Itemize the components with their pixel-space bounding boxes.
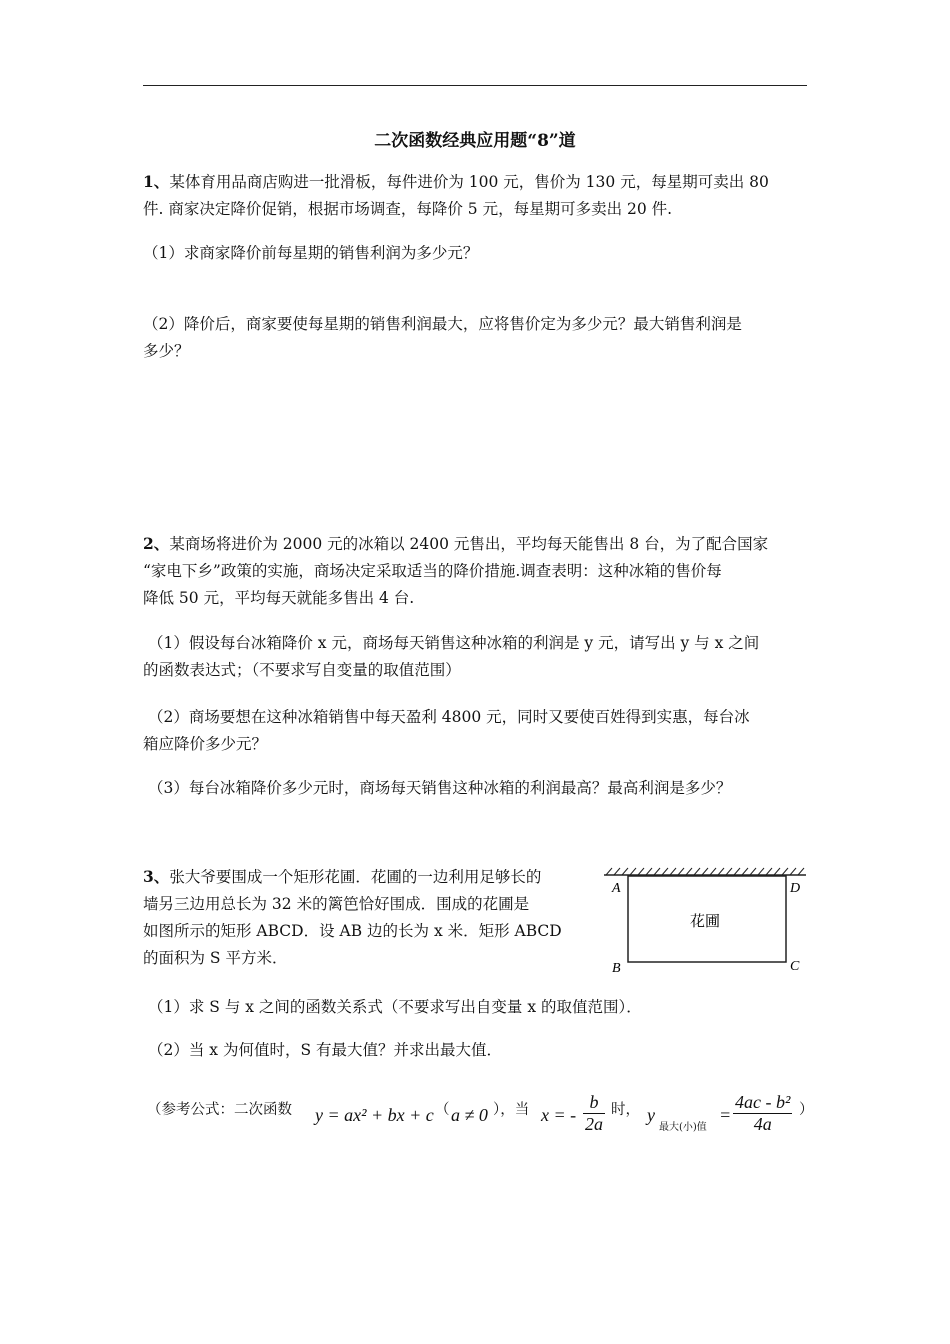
q2-stem-line1: 某商场将进价为 2000 元的冰箱以 2400 元售出，平均每天能售出 8 台，为了配合国家 bbox=[169, 535, 769, 553]
q3-part2: （2）当 x 为何值时，S 有最大值？并求出最大值． bbox=[148, 1041, 503, 1059]
formula-y-subscript: 最大(小)值 bbox=[659, 1122, 707, 1133]
frac2-denominator: 4a bbox=[733, 1113, 792, 1135]
vertex-b-label: B bbox=[612, 961, 621, 976]
q3-part1: （1）求 S 与 x 之间的函数关系式（不要求写出自变量 x 的取值范围）． bbox=[148, 998, 642, 1016]
q2-stem-line3: 降低 50 元，平均每天就能多售出 4 台. bbox=[143, 589, 415, 607]
q1-part2 bbox=[143, 311, 811, 365]
q1-stem-line1: 某体育用品商店购进一批滑板，每件进价为 100 元，售价为 130 元，每星期可卖出 80 bbox=[169, 173, 769, 191]
q3-stem-line4: 的面积为 S 平方米． bbox=[143, 949, 288, 967]
extremum-fraction bbox=[733, 1092, 792, 1135]
q1-stem-line2: 件. 商家决定降价促销，根据市场调查，每降价 5 元，每星期可多卖出 20 件. bbox=[143, 200, 673, 218]
formula-cond-close: ），当 bbox=[493, 1102, 530, 1118]
vertex-c-label: C bbox=[790, 959, 800, 974]
q1-stem bbox=[143, 168, 811, 223]
q2-number: 2 bbox=[143, 534, 154, 553]
formula-equals: = bbox=[719, 1105, 732, 1125]
q2-part1 bbox=[143, 630, 816, 684]
q2-stem-line2: “家电下乡”政策的实施，商场决定采取适当的降价措施.调查表明：这种冰箱的售价每 bbox=[143, 562, 722, 580]
q2-part1-line2: 的函数表达式；（不要求写自变量的取值范围） bbox=[143, 661, 461, 679]
frac2-numerator: 4ac - b² bbox=[735, 1092, 791, 1112]
formula-shi: 时， bbox=[611, 1102, 640, 1118]
page-title: 二次函数经典应用题“8”道 bbox=[374, 131, 576, 151]
q2-part3: （3）每台冰箱降价多少元时，商场每天销售这种冰箱的利润最高？最高利润是多少？ bbox=[148, 779, 732, 797]
q2-part2-line2: 箱应降价多少元？ bbox=[143, 735, 268, 753]
q1-part1: （1）求商家降价前每星期的销售利润为多少元？ bbox=[143, 244, 479, 262]
frac1-numerator: b bbox=[589, 1092, 599, 1112]
formula-cond-open: （ bbox=[435, 1102, 450, 1118]
q2-stem bbox=[143, 530, 811, 612]
vertex-x-fraction bbox=[583, 1092, 605, 1135]
reference-formula bbox=[147, 1090, 827, 1150]
q2-part1-line1: （1）假设每台冰箱降价 x 元，商场每天销售这种冰箱的利润是 y 元，请写出 y 与 x 之间 bbox=[148, 634, 760, 652]
q1-part2-line1: （2）降价后，商家要使每星期的销售利润最大，应将售价定为多少元？最大销售利润是 bbox=[143, 315, 742, 333]
frac1-denominator: 2a bbox=[585, 1114, 603, 1134]
q3-sep: 、 bbox=[153, 867, 170, 886]
formula-y: y bbox=[647, 1105, 655, 1125]
wall-hatching bbox=[604, 868, 806, 875]
garden-figure bbox=[600, 866, 812, 978]
vertex-a-label: A bbox=[612, 881, 621, 896]
q3-number: 3 bbox=[143, 867, 154, 886]
formula-expression: y = ax² + bx + c bbox=[315, 1105, 434, 1125]
q3-stem bbox=[143, 863, 593, 972]
formula-suffix: ） bbox=[799, 1102, 814, 1118]
formula-prefix: （参考公式：二次函数 bbox=[147, 1102, 292, 1118]
header-rule bbox=[143, 85, 807, 86]
vertex-d-label: D bbox=[790, 881, 801, 896]
q2-part2-line1: （2）商场要想在这种冰箱销售中每天盈利 4800 元，同时又要使百姓得到实惠，每台冰 bbox=[148, 708, 750, 726]
q2-part2 bbox=[143, 704, 816, 758]
q1-part2-line2: 多少？ bbox=[143, 342, 190, 360]
formula-condition: a ≠ 0 bbox=[451, 1105, 488, 1125]
q3-stem-line2: 墙另三边用总长为 32 米的篱笆恰好围成．围成的花圃是 bbox=[143, 895, 530, 913]
q2-sep: 、 bbox=[153, 534, 170, 553]
q3-stem-line3: 如图所示的矩形 ABCD．设 AB 边的长为 x 米．矩形 ABCD bbox=[143, 922, 562, 940]
q1-sep: 、 bbox=[153, 172, 170, 191]
q1-number: 1 bbox=[143, 172, 154, 191]
garden-label: 花圃 bbox=[690, 912, 721, 930]
q3-stem-line1: 张大爷要围成一个矩形花圃．花圃的一边利用足够长的 bbox=[169, 868, 542, 886]
formula-x-eq: x = - bbox=[541, 1105, 577, 1125]
